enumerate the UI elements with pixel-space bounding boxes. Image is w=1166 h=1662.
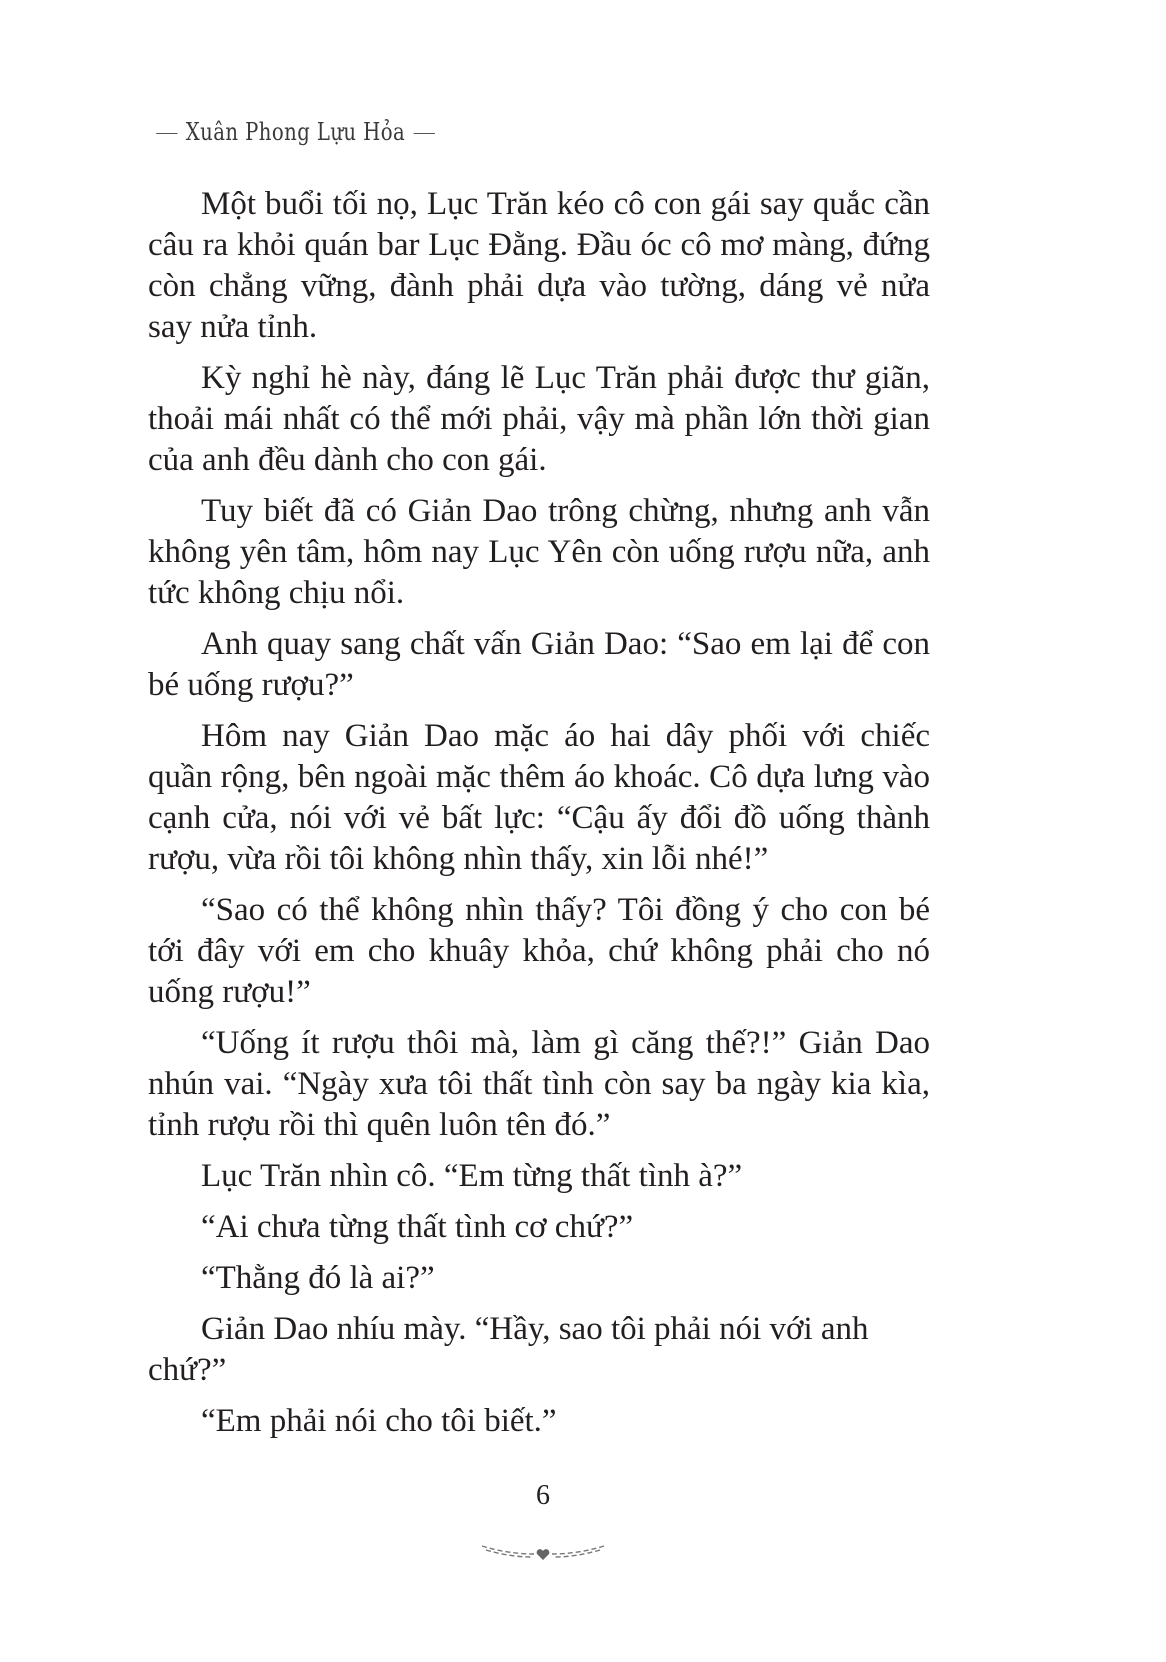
paragraph: “Sao có thể không nhìn thấy? Tôi đồng ý cho con bé tới đây với em cho khuây khỏa, chứ không phải cho nó uống rượu!” [148, 892, 930, 1010]
paragraph: “Thằng đó là ai?” [201, 1260, 435, 1296]
paragraph: “Em phải nói cho tôi biết.” [201, 1403, 557, 1439]
paragraph: “Ai chưa từng thất tình cơ chứ?” [201, 1209, 634, 1245]
running-header [148, 118, 443, 146]
header-dash-left [156, 133, 177, 134]
paragraph: Lục Trăn nhìn cô. “Em từng thất tình à?” [201, 1158, 743, 1194]
paragraph: Tuy biết đã có Giản Dao trông chừng, nhưng anh vẫn không yên tâm, hôm nay Lục Yên còn uống rượu nữa, anh tức không chịu nổi. [148, 493, 930, 611]
paragraph: Giản Dao nhíu mày. “Hầy, sao tôi phải nói với anh chứ?” [148, 1311, 869, 1388]
paragraph: Anh quay sang chất vấn Giản Dao: “Sao em lại để con bé uống rượu?” [148, 626, 930, 703]
page-body [148, 184, 930, 1452]
paragraph: Hôm nay Giản Dao mặc áo hai dây phối với chiếc quần rộng, bên ngoài mặc thêm áo khoác. Cô dựa lưng vào cạnh cửa, nói với vẻ bất lực: “Cậu ấy đổi đồ uống thành rượu, vừa rồi tôi không nhìn thấy, xin lỗi nhé!” [148, 718, 930, 877]
paragraph: Kỳ nghỉ hè này, đáng lẽ Lục Trăn phải được thư giãn, thoải mái nhất có thể mới phải, vậy mà phần lớn thời gian của anh đều dành cho con gái. [148, 360, 930, 478]
book-title: Xuân Phong Lựu Hỏa [185, 118, 406, 146]
header-dash-right [413, 133, 434, 134]
paragraph: Một buổi tối nọ, Lục Trăn kéo cô con gái say quắc cần câu ra khỏi quán bar Lục Đằng. Đầu óc cô mơ màng, đứng còn chẳng vững, đành phải dựa vào tường, dáng vẻ nửa say nửa tỉnh. [148, 186, 930, 345]
paragraph: “Uống ít rượu thôi mà, làm gì căng thế?!” Giản Dao nhún vai. “Ngày xưa tôi thất tình còn say ba ngày kia kìa, tỉnh rượu rồi thì quên luôn tên đó.” [148, 1025, 930, 1143]
page-number: 6 [536, 1480, 550, 1511]
heart-divider-icon [478, 1540, 608, 1564]
